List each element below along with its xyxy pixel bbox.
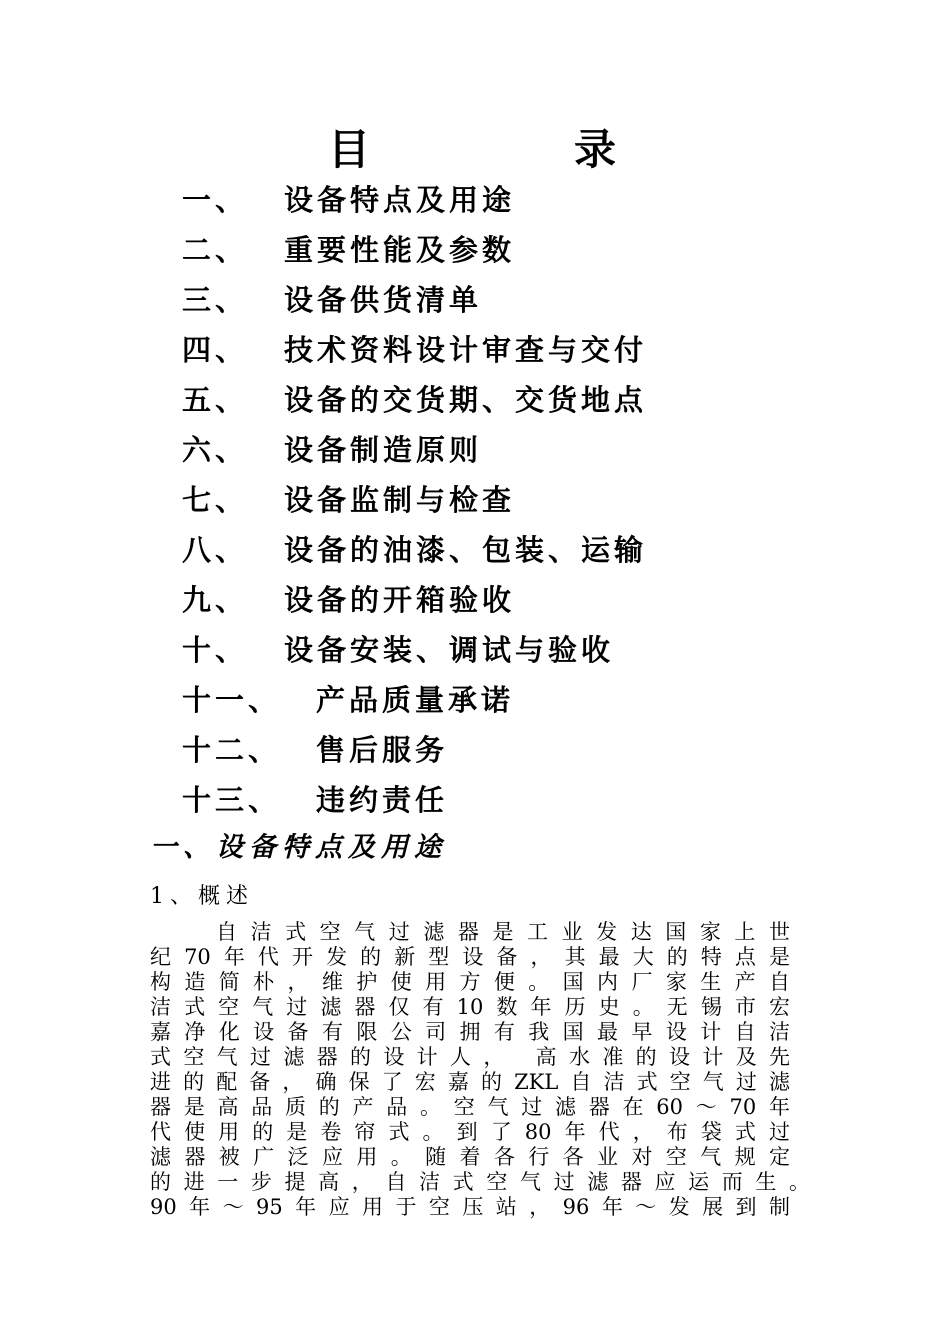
toc-item-number: 十、 [182, 633, 249, 667]
paragraph-line: 滤器被广泛应用。随着各行各业对空气规定 [150, 1145, 790, 1169]
toc-item [0, 328, 950, 378]
paragraph-line: 自洁式空气过滤器是工业发达国家上世 [216, 920, 790, 944]
toc-item [0, 578, 950, 628]
toc-item-number: 五、 [182, 383, 249, 417]
paragraph-line: 90年～95年应用于空压站，96年～发展到制 [150, 1195, 790, 1219]
paragraph-line: 构造简朴，维护使用方便。国内厂家生产自 [150, 970, 790, 994]
toc-item [0, 478, 950, 528]
toc-item-number: 八、 [182, 533, 249, 567]
toc-title-left: 目 [328, 125, 371, 174]
paragraph-line: 的进一步提高，自洁式空气过滤器应运而生。 [150, 1170, 810, 1194]
toc-item [0, 728, 950, 778]
toc-item-text: 设备制造原则 [284, 433, 483, 467]
toc-item [0, 428, 950, 478]
toc-item-number: 六、 [182, 433, 249, 467]
toc-item-number: 七、 [182, 483, 249, 517]
toc-item [0, 378, 950, 428]
toc-item-number: 十二、 [182, 733, 282, 767]
toc-item-text: 设备的交货期、交货地点 [284, 383, 648, 417]
toc-item [0, 778, 950, 828]
toc-item-text: 设备的开箱验收 [284, 583, 516, 617]
paragraph-line: 纪70年代开发的新型设备，其最大的特点是 [150, 945, 790, 969]
toc-list [0, 178, 950, 828]
toc-item-number: 十一、 [182, 683, 282, 717]
paragraph-line: 洁式空气过滤器仅有10数年历史。无锡市宏 [150, 995, 790, 1019]
toc-item-number: 三、 [182, 283, 249, 317]
toc-item [0, 278, 950, 328]
paragraph-line: 进的配备，确保了宏嘉的ZKL自洁式空气过滤 [150, 1070, 790, 1094]
toc-item [0, 628, 950, 678]
toc-item-number: 十三、 [182, 783, 282, 817]
toc-item [0, 178, 950, 228]
paragraph-line: 式空气过滤器的设计人， 高水准的设计及先 [150, 1045, 790, 1069]
toc-item-text: 违约责任 [316, 783, 449, 817]
toc-item [0, 528, 950, 578]
toc-item-text: 设备安装、调试与验收 [284, 633, 615, 667]
paragraph-line: 嘉净化设备有限公司拥有我国最早设计自洁 [150, 1020, 790, 1044]
subsection-heading: 1、概述 [150, 884, 254, 909]
paragraph-line: 器是高品质的产品。空气过滤器在60～70年 [150, 1095, 790, 1119]
toc-item-number: 二、 [182, 233, 249, 267]
toc-item-text: 设备特点及用途 [284, 183, 516, 217]
toc-title [0, 122, 950, 182]
toc-item-text: 设备供货清单 [284, 283, 483, 317]
paragraph-line: 代使用的是卷帘式。到了80年代，布袋式过 [150, 1120, 790, 1144]
toc-item-text: 售后服务 [316, 733, 449, 767]
toc-item-text: 技术资料设计审查与交付 [284, 333, 648, 367]
toc-item-text: 设备的油漆、包装、运输 [284, 533, 648, 567]
section-heading: 一、设备特点及用途 [150, 832, 447, 863]
toc-item-text: 产品质量承诺 [316, 683, 515, 717]
toc-item-number: 四、 [182, 333, 249, 367]
toc-item [0, 228, 950, 278]
toc-item-text: 设备监制与检查 [284, 483, 516, 517]
toc-item [0, 678, 950, 728]
toc-title-right: 录 [574, 125, 617, 174]
body-paragraph [150, 920, 810, 1220]
toc-item-number: 九、 [182, 583, 249, 617]
toc-item-number: 一、 [182, 183, 249, 217]
toc-item-text: 重要性能及参数 [284, 233, 516, 267]
